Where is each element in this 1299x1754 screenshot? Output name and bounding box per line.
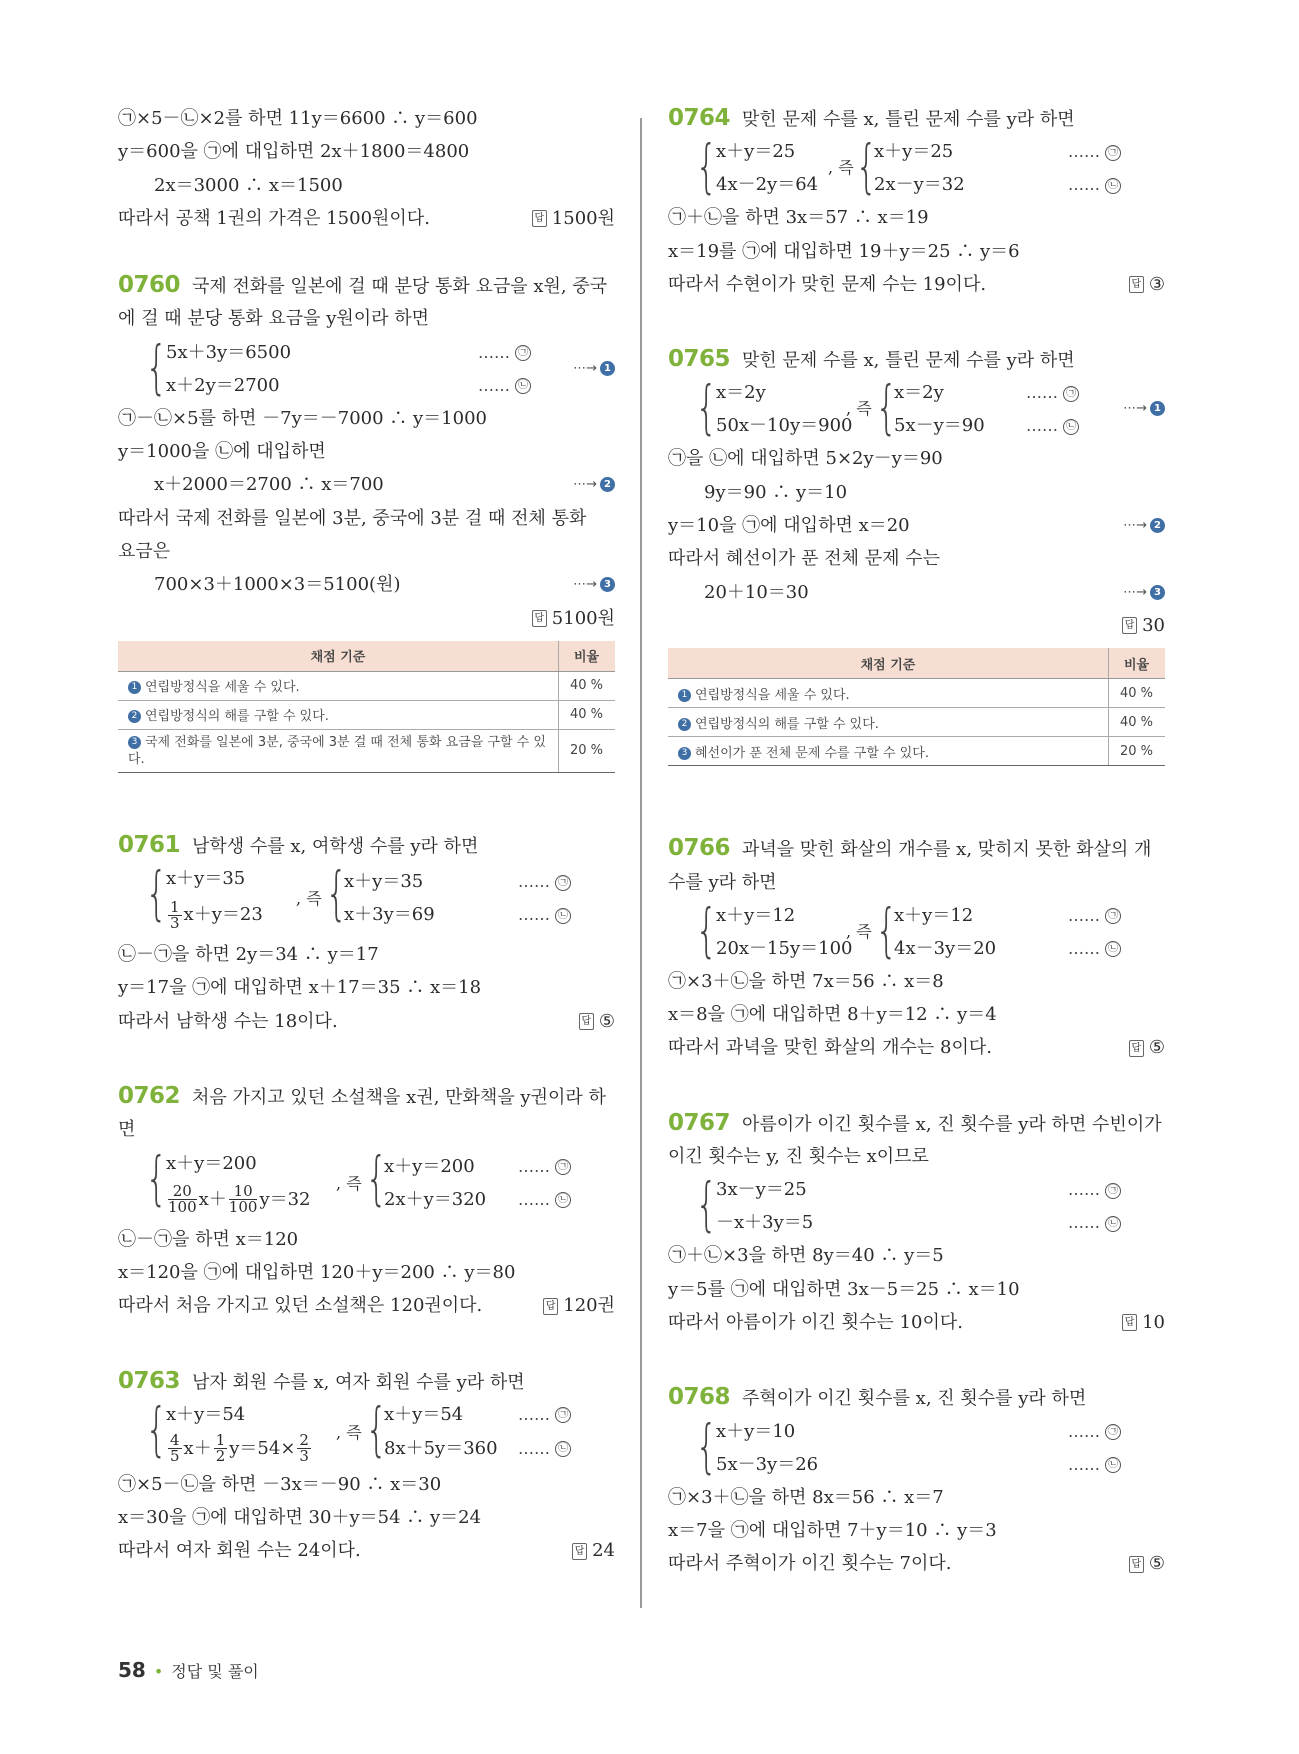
- problem-header: 0768 주혁이가 이긴 횟수를 x, 진 횟수를 y라 하면: [668, 1384, 1087, 1411]
- answer: 답 24: [572, 1534, 615, 1567]
- circle-label: ㉡: [555, 908, 571, 924]
- solution-line: 따라서 여자 회원 수는 24이다. 답 24: [118, 1534, 615, 1567]
- solution-line: 2x＝3000 ∴ x＝1500: [154, 174, 343, 196]
- solution-line: x＋2000＝2700 ∴ x＝700 ⋯→ 2: [118, 468, 615, 501]
- solution-line: x＝30을 ㉠에 대입하면 30＋y＝54 ∴ y＝24: [118, 1507, 482, 1529]
- problem-header: 0761 남학생 수를 x, 여학생 수를 y라 하면: [118, 831, 479, 858]
- right-column: [668, 102, 1165, 1580]
- step-icon: 3: [128, 736, 141, 749]
- left-brace: {: [325, 859, 348, 928]
- problem-header: 0765 맞힌 문제 수를 x, 틀린 문제 수를 y라 하면: [668, 346, 1075, 373]
- solution-line: x＝8을 ㉠에 대입하면 8＋y＝12 ∴ y＝4: [668, 1004, 997, 1026]
- answer-icon: 답: [1122, 617, 1137, 634]
- step-icon: 2: [128, 710, 141, 723]
- solution-line: 요금은: [118, 540, 171, 562]
- answer: 답 10: [1122, 1306, 1165, 1339]
- solution-line: y＝5를 ㉠에 대입하면 3x－5＝25 ∴ x＝10: [668, 1278, 1020, 1300]
- solution-line: x＝19를 ㉠에 대입하면 19＋y＝25 ∴ y＝6: [668, 240, 1020, 262]
- left-brace: {: [145, 1143, 168, 1212]
- equation-system: { x＝2y 50x－10y＝900 , 즉 { x＝2y 5x－y＝90 …… ㉠ …… ㉡ ⋯→ 1: [668, 376, 1165, 442]
- circle-label: ㉠: [1105, 908, 1121, 924]
- footer-dot: •: [153, 1662, 164, 1681]
- step-marker: ⋯→ 3: [1123, 576, 1165, 609]
- solution-line: ㉠＋㉡을 하면 3x＝57 ∴ x＝19: [668, 207, 929, 229]
- solution-line: ㉠＋㉡×3을 하면 8y＝40 ∴ y＝5: [668, 1245, 944, 1267]
- answer: 답 1500원: [532, 202, 615, 235]
- answer: 답 120권: [543, 1289, 615, 1322]
- solution-line: ㉠×5－㉡×2를 하면 11y＝6600 ∴ y＝600: [118, 108, 478, 129]
- left-brace: {: [695, 1411, 718, 1480]
- solution-line: y＝1000을 ㉡에 대입하면: [118, 441, 326, 463]
- footer-label: 정답 및 풀이: [171, 1662, 259, 1681]
- step-icon: 1: [678, 689, 691, 702]
- solution-line: y＝17을 ㉠에 대입하면 x＋17＝35 ∴ x＝18: [118, 977, 482, 999]
- step-marker: ⋯→ 2: [1123, 509, 1165, 542]
- step-marker: ⋯→ 1: [1123, 392, 1165, 425]
- problem-number: 0764: [668, 105, 731, 131]
- circle-label: ㉡: [555, 1441, 571, 1457]
- problem-number: 0761: [118, 831, 181, 858]
- step-icon: 2: [678, 718, 691, 731]
- answer: 답 ⑤: [579, 1005, 615, 1038]
- left-brace: {: [695, 895, 718, 964]
- answer: 답 ③: [1129, 268, 1165, 301]
- solution-line: 따라서 아름이가 이긴 횟수는 10이다. 답 10: [668, 1306, 1165, 1339]
- circle-label: ㉠: [555, 1159, 571, 1175]
- circle-label: ㉠: [1105, 1424, 1121, 1440]
- left-brace: {: [875, 895, 898, 964]
- answer-icon: 답: [1129, 276, 1144, 293]
- solution-line: ㉡－㉠을 하면 x＝120: [118, 1228, 299, 1250]
- column-divider: [640, 118, 642, 1608]
- answer-icon: 답: [1129, 1040, 1144, 1057]
- problem-number: 0767: [668, 1109, 731, 1136]
- left-brace: {: [145, 859, 168, 928]
- circle-label: ㉡: [1105, 1216, 1121, 1232]
- problem-text: 이긴 횟수는 y, 진 횟수는 x이므로: [668, 1146, 929, 1168]
- solution-line: 20＋10＝30 ⋯→ 3: [668, 576, 1165, 609]
- problem-text: 면: [118, 1119, 136, 1141]
- problem-header: 0767 아름이가 이긴 횟수를 x, 진 횟수를 y라 하면 수빈이가: [668, 1109, 1162, 1136]
- solution-line: 따라서 처음 가지고 있던 소설책은 120권이다. 답 120권: [118, 1289, 615, 1322]
- answer-icon: 답: [1122, 1314, 1137, 1331]
- step-icon: 1: [128, 681, 141, 694]
- solution-line: 9y＝90 ∴ y＝10: [704, 481, 848, 503]
- left-brace: {: [365, 1143, 388, 1212]
- solution-line: 따라서 혜선이가 푼 전체 문제 수는: [668, 548, 941, 570]
- step-marker: ⋯→ 2: [573, 468, 615, 501]
- problem-number: 0763: [118, 1367, 181, 1394]
- solution-line: ㉠－㉡×5를 하면 －7y＝－7000 ∴ y＝1000: [118, 407, 487, 429]
- answer-icon: 답: [532, 210, 547, 227]
- answer-line: [668, 609, 1165, 642]
- step-marker: ⋯→ 3: [573, 568, 615, 601]
- grading-table: 채점 기준 비율 1 연립방정식을 세울 수 있다. 40 % 2 연립방정식의 해를 구할 수 있다. 40 % 3 국제 전화를 일본에 3분, 중국에 3분 걸 때 전체 통화 요금을 구할 수 있다. 20 %: [118, 641, 615, 773]
- solution-line: x＝120을 ㉠에 대입하면 120＋y＝200 ∴ y＝80: [118, 1261, 516, 1283]
- solution-line: 따라서 남학생 수는 18이다. 답 ⑤: [118, 1005, 615, 1038]
- solution-line: ㉠×3＋㉡을 하면 7x＝56 ∴ x＝8: [668, 970, 944, 992]
- page-number: 58: [118, 1658, 146, 1682]
- solution-line: 따라서 공책 1권의 가격은 1500원이다. 답 1500원: [118, 202, 615, 235]
- problem-number: 0762: [118, 1083, 181, 1110]
- problem-number: 0765: [668, 346, 731, 373]
- left-brace: {: [695, 132, 718, 201]
- solution-line: ㉠×5－㉡을 하면 －3x＝－90 ∴ x＝30: [118, 1473, 442, 1495]
- page-footer: [118, 1658, 259, 1682]
- problem-text: 에 걸 때 분당 통화 요금을 y원이라 하면: [118, 308, 430, 330]
- grading-table: 채점 기준 비율 1 연립방정식을 세울 수 있다. 40 % 2 연립방정식의 해를 구할 수 있다. 40 % 3 혜선이가 푼 전체 문제 수를 구할 수 있다. 20 %: [668, 648, 1165, 766]
- solution-line: 따라서 주혁이가 이긴 횟수는 7이다. 답 ⑤: [668, 1547, 1165, 1580]
- answer: 답 ⑤: [1129, 1031, 1165, 1064]
- solution-line: y＝600을 ㉠에 대입하면 2x＋1800＝4800: [118, 141, 470, 163]
- answer: 답 ⑤: [1129, 1547, 1165, 1580]
- step-icon: 3: [678, 747, 691, 760]
- solution-line: y＝10을 ㉠에 대입하면 x＝20 ⋯→ 2: [668, 509, 1165, 542]
- left-brace: {: [145, 332, 168, 401]
- circle-label: ㉠: [1105, 1183, 1121, 1199]
- answer-icon: 답: [543, 1298, 558, 1315]
- solution-line: 700×3＋1000×3＝5100(원) ⋯→ 3: [118, 568, 615, 601]
- equation-system: { x＋y＝25 4x－2y＝64 , 즉 { x＋y＝25 2x－y＝32 …… ㉠ …… ㉡: [668, 135, 1165, 201]
- circle-label: ㉠: [1063, 386, 1079, 402]
- circle-label: ㉠: [1105, 145, 1121, 161]
- problem-text: 수를 y라 하면: [668, 871, 777, 893]
- answer: 답 5100원: [532, 602, 615, 635]
- circle-label: ㉡: [515, 378, 531, 394]
- circle-label: ㉡: [1105, 1457, 1121, 1473]
- solution-line: 따라서 수현이가 맞힌 문제 수는 19이다. 답 ③: [668, 268, 1165, 301]
- solution-line: ㉠×3＋㉡을 하면 8x＝56 ∴ x＝7: [668, 1486, 944, 1508]
- left-brace: {: [145, 1394, 168, 1463]
- equation-system: { x＋y＝200 $\frac{20}{100}$ x＋ $\frac{10}{100}$ y＝32 , 즉 { x＋y＝200 2x＋y＝320 …… ㉠ …… ㉡: [118, 1147, 615, 1223]
- answer-icon: 답: [572, 1543, 587, 1560]
- left-brace: {: [695, 1170, 718, 1239]
- circle-label: ㉡: [555, 1192, 571, 1208]
- left-brace: {: [365, 1394, 388, 1463]
- equation-system: { x＋y＝12 20x－15y＝100 , 즉 { x＋y＝12 4x－3y＝20 …… ㉠ …… ㉡: [668, 899, 1165, 965]
- answer-icon: 답: [532, 610, 547, 627]
- solution-line: x＝7을 ㉠에 대입하면 7＋y＝10 ∴ y＝3: [668, 1519, 997, 1541]
- answer: 답 30: [1122, 609, 1165, 642]
- equation-system: { 5x＋3y＝6500 x＋2y＝2700 …… ㉠ …… ㉡ ⋯→ 1: [118, 336, 615, 402]
- answer-icon: 답: [1129, 1556, 1144, 1573]
- circle-label: ㉠: [555, 875, 571, 891]
- problem-header: 0760 국제 전화를 일본에 걸 때 분당 통화 요금을 x원, 중국: [118, 272, 608, 299]
- solution-line: ㉠을 ㉡에 대입하면 5×2y－y＝90: [668, 448, 943, 470]
- circle-label: ㉡: [1063, 419, 1079, 435]
- circle-label: ㉠: [515, 345, 531, 361]
- solution-line: ㉡－㉠을 하면 2y＝34 ∴ y＝17: [118, 944, 379, 966]
- left-brace: {: [855, 132, 878, 201]
- problem-header: 0764 맞힌 문제 수를 x, 틀린 문제 수를 y라 하면: [668, 105, 1075, 131]
- equation-system: { 3x－y＝25 －x＋3y＝5 …… ㉠ …… ㉡: [668, 1173, 1165, 1239]
- solution-line: 따라서 국제 전화를 일본에 3분, 중국에 3분 걸 때 전체 통화: [118, 507, 587, 529]
- problem-number: 0760: [118, 272, 181, 299]
- problem-header: 0762 처음 가지고 있던 소설책을 x권, 만화책을 y권이라 하: [118, 1083, 606, 1110]
- equation-system: { x＋y＝10 5x－3y＝26 …… ㉠ …… ㉡: [668, 1415, 1165, 1481]
- answer-icon: 답: [579, 1013, 594, 1030]
- circle-label: ㉠: [555, 1407, 571, 1423]
- left-column: [118, 102, 615, 1568]
- circle-label: ㉡: [1105, 941, 1121, 957]
- left-brace: {: [875, 373, 898, 442]
- solution-line: 따라서 과녁을 맞힌 화살의 개수는 8이다. 답 ⑤: [668, 1031, 1165, 1064]
- equation-system: { x＋y＝54 $\frac{4}{5}$ x＋ $\frac{1}{2}$ y＝54× $\frac{2}{3}$ , 즉 { x＋y＝54 8x＋5y＝360 …… ㉠ …… ㉡: [118, 1398, 615, 1468]
- problem-number: 0768: [668, 1384, 731, 1411]
- problem-header: 0766 과녁을 맞힌 화살의 개수를 x, 맞히지 못한 화살의 개: [668, 835, 1152, 862]
- problem-header: 0763 남자 회원 수를 x, 여자 회원 수를 y라 하면: [118, 1367, 525, 1394]
- step-marker: ⋯→ 1: [573, 352, 615, 385]
- circle-label: ㉡: [1105, 178, 1121, 194]
- equation-system: { x＋y＝35 $\frac{1}{3}$ x＋y＝23 , 즉 { x＋y＝35 x＋3y＝69 …… ㉠ …… ㉡: [118, 862, 615, 938]
- left-brace: {: [695, 373, 718, 442]
- problem-number: 0766: [668, 835, 731, 862]
- answer-line: [118, 602, 615, 635]
